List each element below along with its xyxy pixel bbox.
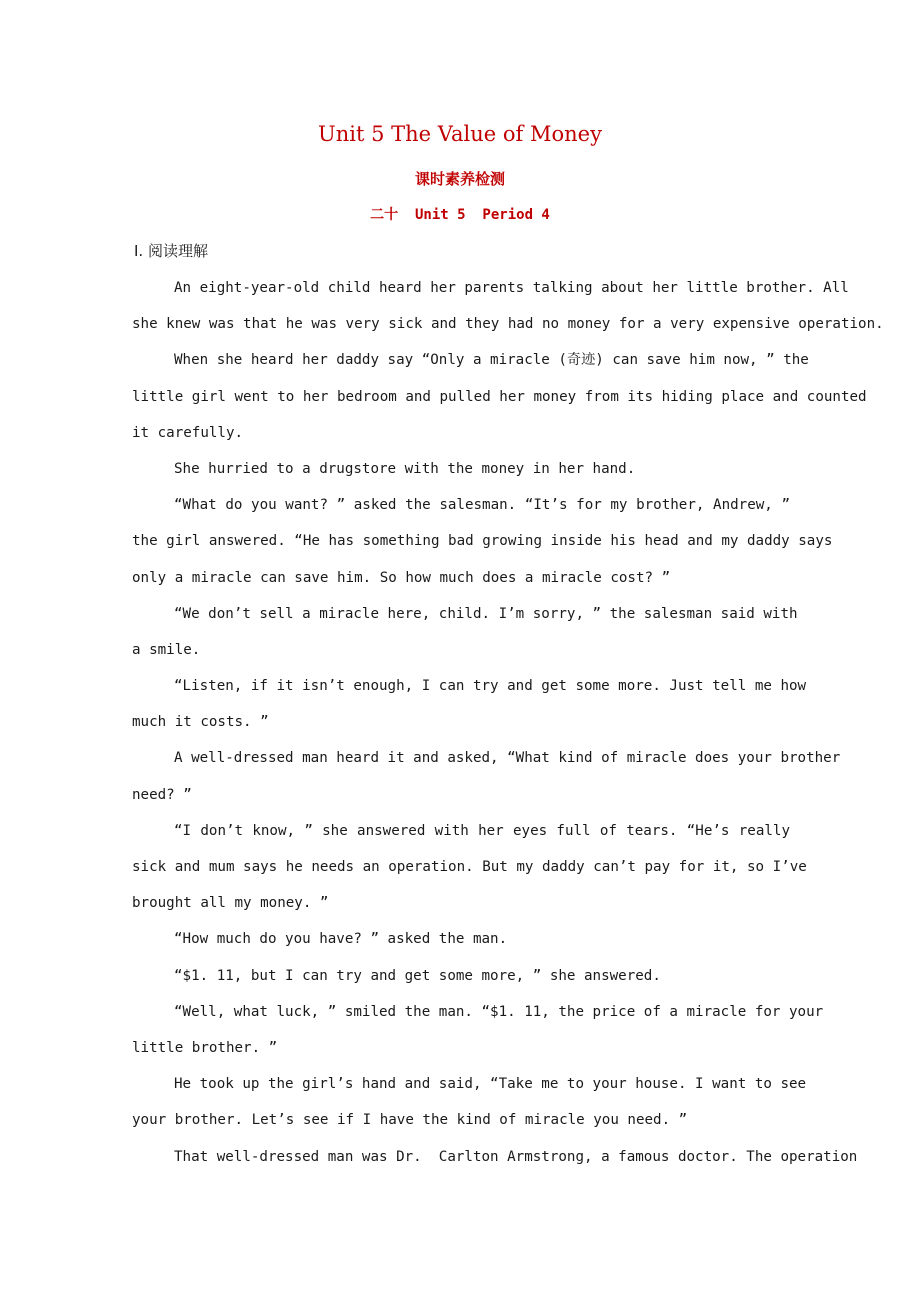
document-title: Unit 5 The Value of Money xyxy=(318,122,602,146)
passage-line: “$1. 11, but I can try and get some more, ” she answered. xyxy=(174,967,661,984)
passage-line: “What do you want? ” asked the salesman. “It’s for my brother, Andrew, ” xyxy=(174,497,790,514)
passage-line: much it costs. ” xyxy=(132,714,269,731)
passage-line: “Listen, if it isn’t enough, I can try and get some more. Just tell me how xyxy=(174,678,807,695)
period-label: 二十 Unit 5 Period 4 xyxy=(370,207,550,223)
passage-line: That well-dressed man was Dr. Carlton Armstrong, a famous doctor. The operation xyxy=(174,1148,858,1165)
passage-line: little girl went to her bedroom and pulled her money from its hiding place and counted xyxy=(132,388,867,405)
passage-line: When she heard her daddy say “Only a miracle (奇迹) can save him now, ” the xyxy=(174,352,809,369)
section-heading: Ⅰ. 阅读理解 xyxy=(134,242,208,260)
passage-line: A well-dressed man heard it and asked, “What kind of miracle does your brother xyxy=(174,750,841,767)
passage-line: “How much do you have? ” asked the man. xyxy=(174,931,508,948)
passage-line: little brother. ” xyxy=(132,1039,278,1056)
document-subtitle: 课时素养检测 xyxy=(414,170,505,188)
passage-line: your brother. Let’s see if I have the kind of miracle you need. ” xyxy=(132,1112,688,1129)
passage-line: the girl answered. “He has something bad growing inside his head and my daddy says xyxy=(132,533,833,550)
reading-passage xyxy=(132,270,884,1175)
passage-line: a smile. xyxy=(132,641,201,658)
passage-line: “We don’t sell a miracle here, child. I’m sorry, ” the salesman said with xyxy=(174,605,798,622)
passage-line: “Well, what luck, ” smiled the man. “$1. 11, the price of a miracle for your xyxy=(174,1003,824,1020)
passage-line: brought all my money. ” xyxy=(132,895,329,912)
passage-line: it carefully. xyxy=(132,424,244,441)
passage-line: An eight-year-old child heard her parents talking about her little brother. All xyxy=(174,280,849,296)
passage-line: He took up the girl’s hand and said, “Take me to your house. I want to see xyxy=(174,1076,807,1093)
passage-line: “I don’t know, ” she answered with her eyes full of tears. “He’s really xyxy=(174,822,790,839)
passage-line: she knew was that he was very sick and they had no money for a very expensive operation. xyxy=(132,316,884,333)
passage-line: She hurried to a drugstore with the money in her hand. xyxy=(174,460,636,477)
passage-line: sick and mum says he needs an operation. But my daddy can’t pay for it, so I’ve xyxy=(132,859,807,875)
passage-line: only a miracle can save him. So how much does a miracle cost? ” xyxy=(132,569,671,586)
passage-line: need? ” xyxy=(132,786,192,803)
